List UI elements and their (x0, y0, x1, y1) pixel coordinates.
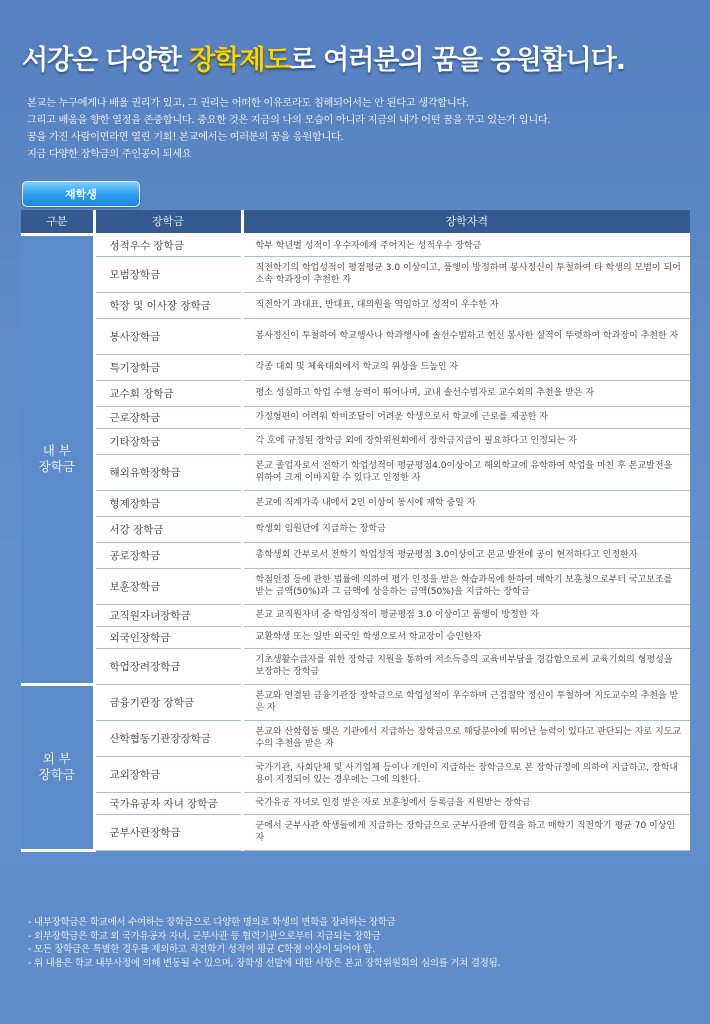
scholarship-qualification: 기초생활수급자를 위한 장학금 지원을 통하여 저소득층의 교육비부담을 경감함으로써 교육기회의 형평성을 보장하는 장학금 (242, 648, 690, 684)
table-row (21, 256, 690, 292)
scholarship-qualification: 직전학기 과대표, 반대표, 대의원을 역임하고 성적이 우수한 자 (242, 292, 690, 318)
page-title (22, 38, 625, 77)
scholarship-qualification: 학점인정 등에 관한 법률에 의하여 평가 인정을 받은 학습과목에 한하여 매학기 보훈청으로부터 국고보조를 받는 금액(50%)과 그 금액에 상응하는 금액(50%)을 지급하는 장학금 (242, 568, 690, 604)
table-body (21, 234, 690, 850)
table-row (21, 792, 690, 814)
scholarship-qualification: 학생회 임원단에 지급하는 장학금 (242, 516, 690, 542)
scholarship-name: 외국인장학금 (94, 626, 242, 648)
scholarship-name: 교외장학금 (94, 756, 242, 792)
scholarship-name: 학장 및 이사장 장학금 (94, 292, 242, 318)
scholarship-qualification: 국가유공 자녀로 인정 받은 자로 보훈청에서 등록금을 지원받는 장학금 (242, 792, 690, 814)
table-row (21, 354, 690, 380)
scholarship-qualification: 가정형편이 어려워 학비조달이 어려운 학생으로서 학교에 근로를 제공한 자 (242, 406, 690, 428)
scholarship-name: 교직원자녀장학금 (94, 604, 242, 626)
table-header-row (21, 210, 690, 234)
table-row (21, 814, 690, 850)
footnote-line: - 위 내용은 학교 내부사정에 의해 변동될 수 있으며, 장학생 선발에 대한 사항은 본교 장학위원회의 심의를 거쳐 결정됨. (28, 957, 501, 969)
scholarship-qualification: 학부 학년별 성적이 우수자에게 주어지는 성적우수 장학금 (242, 234, 690, 256)
scholarship-name: 해외유학장학금 (94, 454, 242, 490)
table-row (21, 292, 690, 318)
scholarship-table (21, 210, 690, 852)
table-row (21, 648, 690, 684)
footnotes (28, 916, 698, 970)
scholarship-qualification: 군에서 군부사관 학생들에게 지급하는 장학금으로 군부사관에 합격을 하고 매학기 직전학기 평균 70 이상인 자 (242, 814, 690, 850)
scholarship-name: 국가유공자 자녀 장학금 (94, 792, 242, 814)
scholarship-qualification: 각 호에 규정된 장학금 외에 장학위원회에서 장학금지급이 필요하다고 인정되는 자 (242, 428, 690, 454)
table-row (21, 542, 690, 568)
header-qualification: 장학자격 (242, 210, 690, 234)
scholarship-name: 군부사관장학금 (94, 814, 242, 850)
title-highlight: 장학제도 (189, 45, 290, 76)
table-row (21, 516, 690, 542)
scholarship-name: 공로장학금 (94, 542, 242, 568)
title-part-2: 로 여러분의 꿈을 응원합니다. (289, 45, 626, 76)
scholarship-qualification: 본교와 연결된 금융기관장 장학금으로 학업성적이 우수하며 근검절약 정신이 투철하여 지도교수의 추천을 받은 자 (242, 684, 690, 720)
scholarship-name: 기타장학금 (94, 428, 242, 454)
table-row (21, 428, 690, 454)
scholarship-name: 산학협동기관장장학금 (94, 720, 242, 756)
scholarship-name: 봉사장학금 (94, 318, 242, 354)
footnote-line: - 모든 장학금은 특별한 경우를 제외하고 직전학기 성적이 평균 C학점 이상이 되어야 함. (28, 944, 375, 956)
category-label: 내 부 (42, 443, 71, 458)
intro-line: 본교는 누구에게나 배울 권리가 있고, 그 권리는 어떠한 이유로라도 침해되어서는 안 된다고 생각합니다. (27, 98, 469, 109)
scholarship-name: 모범장학금 (94, 256, 242, 292)
scholarship-qualification: 각종 대회 및 체육대회에서 학교의 위상을 드높인 자 (242, 354, 690, 380)
scholarship-qualification: 국가기관, 사회단체 및 사기업체 등이나 개인이 지급하는 장학금으로 본 장학규정에 의하여 지급하고, 장학내용이 지정되어 있는 경우에는 그에 의한다. (242, 756, 690, 792)
tab-current-students[interactable]: 재학생 (22, 181, 140, 207)
header-scholarship: 장학금 (94, 210, 242, 234)
table-row (21, 568, 690, 604)
scholarship-name: 교수회 장학금 (94, 380, 242, 406)
table-row (21, 756, 690, 792)
scholarship-qualification: 봉사정신이 투철하여 학교행사나 학과행사에 솔선수범하고 헌신 봉사한 실적이 뚜렷하여 학과장이 추천한 자 (242, 318, 690, 354)
footnote-line: - 외부장학금은 학교 외 국가유공자 자녀, 군부사관 등 협력기관으로부터 지급되는 장학금 (28, 930, 381, 942)
category-label: 장학금 (38, 767, 75, 782)
intro-line: 꿈을 가진 사람이면라면 열린 기회! 본교에서는 여러분의 꿈을 응원합니다. (27, 132, 344, 143)
scholarship-name: 근로장학금 (94, 406, 242, 428)
intro-line: 그리고 배움을 향한 열정을 존중합니다. 중요한 것은 지금의 나의 모습이 아니라 지금의 내가 어떤 꿈을 꾸고 있는가 입니다. (27, 115, 551, 126)
scholarship-qualification: 본교 졸업자로서 전학기 학업성적이 평균평점4.0이상이고 해외학교에 유학하여 학업을 마친 후 본교발전을 위하여 크게 이바지할 수 있다고 인정한 자 (242, 454, 690, 490)
scholarship-qualification: 본교에 직계가족 내에서 2인 이상이 동시에 재학 중일 자 (242, 490, 690, 516)
scholarship-name: 보훈장학금 (94, 568, 242, 604)
scholarship-qualification: 직전학기의 학업성적이 평점평균 3.0 이상이고, 품행이 방정하며 봉사정신이 투철하여 타 학생의 모범이 되어 소속 학과장이 추천한 자 (242, 256, 690, 292)
table-row (21, 684, 690, 720)
table-row (21, 380, 690, 406)
scholarship-name: 형제장학금 (94, 490, 242, 516)
scholarship-qualification: 교환학생 또는 일반 외국인 학생으로서 학교장이 승인한자 (242, 626, 690, 648)
header-category: 구분 (21, 210, 94, 234)
category-label: 장학금 (38, 459, 75, 474)
table-row (21, 406, 690, 428)
scholarship-name: 금융기관장 장학금 (94, 684, 242, 720)
table-row (21, 626, 690, 648)
category-cell (21, 684, 94, 850)
table-row (21, 454, 690, 490)
table-row (21, 234, 690, 256)
footnote-line: - 내부장학금은 학교에서 수여하는 장학금으로 다양한 명의로 학생의 면학을 장려하는 장학금 (28, 917, 396, 928)
table-row (21, 490, 690, 516)
category-label: 외 부 (42, 751, 71, 766)
scholarship-name: 특기장학금 (94, 354, 242, 380)
table-row (21, 604, 690, 626)
scholarship-name: 성적우수 장학금 (94, 234, 242, 256)
intro-line: 지금 다양한 장학금의 주인공이 되세요 (27, 149, 192, 160)
intro-text (27, 95, 697, 163)
scholarship-qualification: 평소 성실하고 학업 수행 능력이 뛰어나며, 교내 솔선수범자로 교수회의 추천을 받은 자 (242, 380, 690, 406)
scholarship-name: 학업장려장학금 (94, 648, 242, 684)
scholarship-qualification: 본교 교직원자녀 중 학업성적이 평균평점 3.0 이상이고 품행이 방정한 자 (242, 604, 690, 626)
table-row (21, 318, 690, 354)
scholarship-qualification: 본교와 산학협동 맺은 기관에서 지급하는 장학금으로 해당분야에 뛰어난 능력이 있다고 판단되는 자로 지도교수의 추천을 받은 자 (242, 720, 690, 756)
scholarship-qualification: 총학생회 간부로서 전학기 학업성적 평균평점 3.0이상이고 본교 발전에 공이 현저하다고 인정한자 (242, 542, 690, 568)
title-part-1: 서강은 다양한 (22, 45, 190, 76)
category-cell (21, 234, 94, 684)
table-row (21, 720, 690, 756)
scholarship-name: 서강 장학금 (94, 516, 242, 542)
